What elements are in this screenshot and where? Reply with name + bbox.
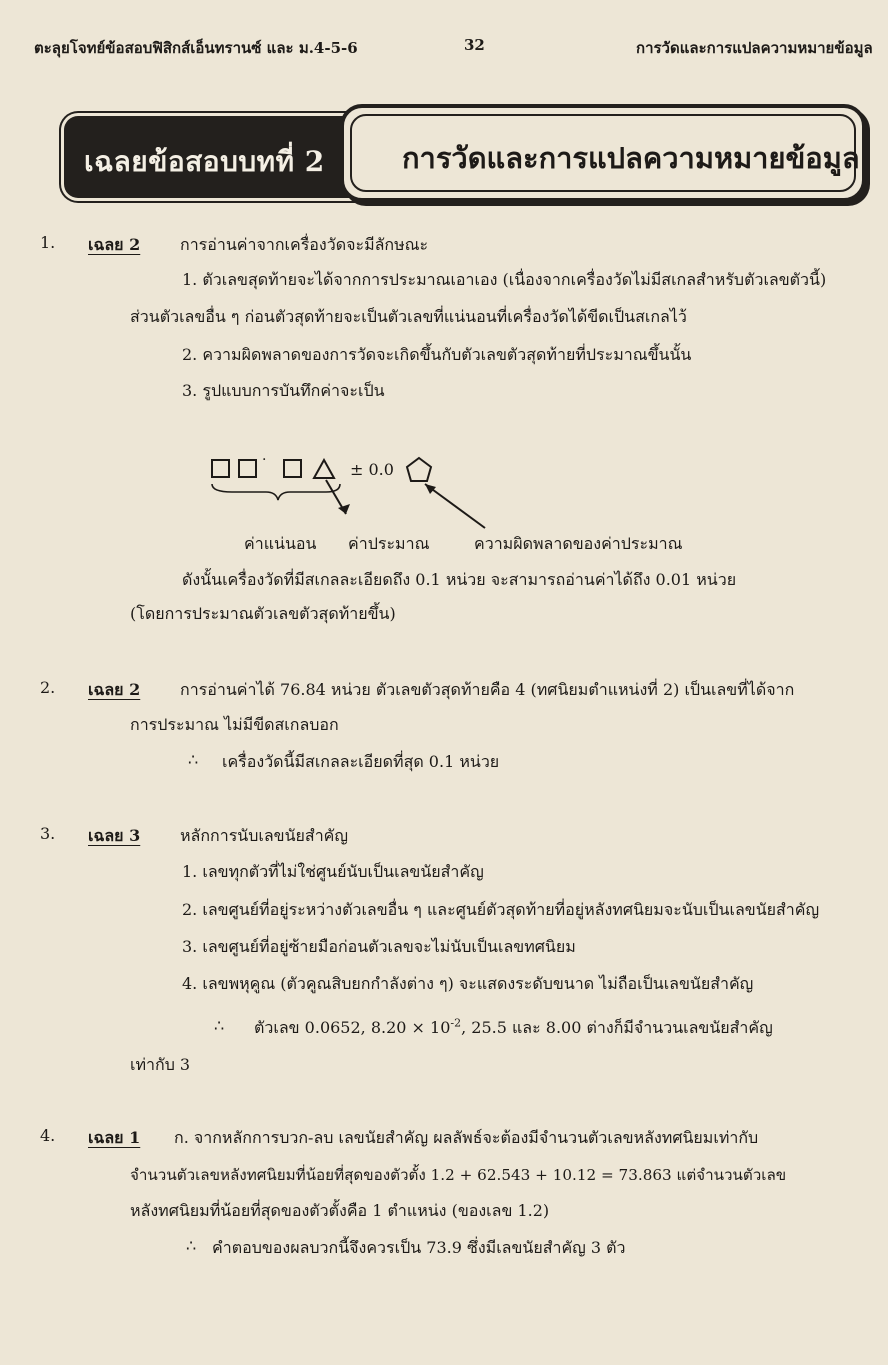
q4-therefore: ∴: [186, 1236, 197, 1255]
q2-answer: เฉลย 2: [88, 680, 141, 699]
section-title-banner: [340, 104, 866, 202]
q1-intro: การอ่านค่าจากเครื่องวัดจะมีลักษณะ: [180, 235, 429, 254]
q2-therefore: ∴: [188, 750, 199, 769]
q3-number: 3.: [40, 824, 56, 843]
q3-therefore: ∴: [214, 1016, 225, 1035]
q2-line-1: การอ่านค่าได้ 76.84 หน่วย ตัวเลขตัวสุดท้ายคือ 4 (ทศนิยมตำแหน่งที่ 2) เป็นเลขที่ได้จาก: [180, 680, 795, 699]
section-label-banner: [64, 116, 354, 198]
header-book-title: ตะลุยโจทย์ข้อสอบฟิสิกส์เอ็นทรานซ์ และ ม.4-5-6: [34, 39, 358, 57]
q1-conclusion: ดังนั้นเครื่องวัดที่มีสเกลละเอียดถึง 0.1 หน่วย จะสามารถอ่านค่าได้ถึง 0.01 หน่วย: [182, 570, 737, 589]
q3-intro: หลักการนับเลขนัยสำคัญ: [180, 826, 349, 845]
q4-answer: เฉลย 1: [88, 1128, 141, 1147]
q1-number: 1.: [40, 233, 56, 252]
label-estimated-value: ค่าประมาณ: [348, 534, 430, 553]
q1-conclusion-cont: (โดยการประมาณตัวเลขตัวสุดท้ายขึ้น): [130, 604, 396, 623]
section-label: เฉลยข้อสอบบทที่ 2: [84, 145, 325, 178]
q1-answer: เฉลย 2: [88, 235, 141, 254]
q1-point-1: 1. ตัวเลขสุดท้ายจะได้จากการประมาณเอาเอง (เนื่องจากเครื่องวัดไม่มีสเกลสำหรับตัวเลขตัวนี้): [182, 270, 827, 289]
section-title: การวัดและการแปลความหมายข้อมูล: [402, 141, 860, 175]
decimal-point: ·: [262, 452, 267, 468]
q3-rule-1: 1. เลขทุกตัวที่ไม่ใช่ศูนย์นับเป็นเลขนัยสำคัญ: [182, 862, 484, 881]
q2-number: 2.: [40, 678, 56, 697]
label-estimate-error: ความผิดพลาดของค่าประมาณ: [474, 534, 683, 553]
q3-rule-2: 2. เลขศูนย์ที่อยู่ระหว่างตัวเลขอื่น ๆ และศูนย์ตัวสุดท้ายที่อยู่หลังทศนิยมจะนับเป็นเลขนัยสำคัญ: [182, 900, 820, 919]
plus-minus-error: ± 0.0: [350, 460, 394, 479]
q3-rule-3: 3. เลขศูนย์ที่อยู่ซ้ายมือก่อนตัวเลขจะไม่นับเป็นเลขทศนิยม: [182, 937, 576, 956]
header-chapter-title: การวัดและการแปลความหมายข้อมูล: [636, 39, 873, 57]
q3-conclusion: ตัวเลข 0.0652, $8.20 \times 10^{-2}$, 25.5 และ 8.00 ต่างก็มีจำนวนเลขนัยสำคัญ: [254, 1016, 773, 1037]
q3-conclusion-cont: เท่ากับ 3: [130, 1055, 191, 1074]
q4-number: 4.: [40, 1126, 56, 1145]
q4-conclusion: คำตอบของผลบวกนี้จึงควรเป็น 73.9 ซึ่งมีเลขนัยสำคัญ 3 ตัว: [212, 1238, 626, 1257]
q1-point-2: 2. ความผิดพลาดของการวัดจะเกิดขึ้นกับตัวเลขตัวสุดท้ายที่ประมาณขึ้นนั้น: [182, 345, 692, 364]
q4-line-3: หลังทศนิยมที่น้อยที่สุดของตัวตั้งคือ 1 ตำแหน่ง (ของเลข 1.2): [130, 1201, 550, 1220]
q4-line-2: จำนวนตัวเลขหลังทศนิยมที่น้อยที่สุดของตัวตั้ง 1.2 + 62.543 + 10.12 = 73.863 แต่จำนวนตัวเลข: [130, 1166, 787, 1184]
q4-line-1: ก. จากหลักการบวก-ลบ เลขนัยสำคัญ ผลลัพธ์จะต้องมีจำนวนตัวเลขหลังทศนิยมเท่ากับ: [174, 1128, 759, 1147]
header-page-number: 32: [464, 36, 485, 54]
q2-conclusion: เครื่องวัดนี้มีสเกลละเอียดที่สุด 0.1 หน่วย: [222, 752, 500, 771]
q1-point-1-cont: ส่วนตัวเลขอื่น ๆ ก่อนตัวสุดท้ายจะเป็นตัวเลขที่แน่นอนที่เครื่องวัดได้ขีดเป็นสเกลไว้: [130, 307, 687, 326]
q2-line-2: การประมาณ ไม่มีขีดสเกลบอก: [130, 715, 339, 734]
diagram-arrows: [200, 470, 500, 540]
q1-point-3: 3. รูปแบบการบันทึกค่าจะเป็น: [182, 381, 385, 400]
q3-rule-4: 4. เลขพหุคูณ (ตัวคูณสิบยกกำลังต่าง ๆ) จะแสดงระดับขนาด ไม่ถือเป็นเลขนัยสำคัญ: [182, 974, 754, 993]
label-exact-value: ค่าแน่นอน: [244, 534, 317, 553]
q3-answer: เฉลย 3: [88, 826, 141, 845]
